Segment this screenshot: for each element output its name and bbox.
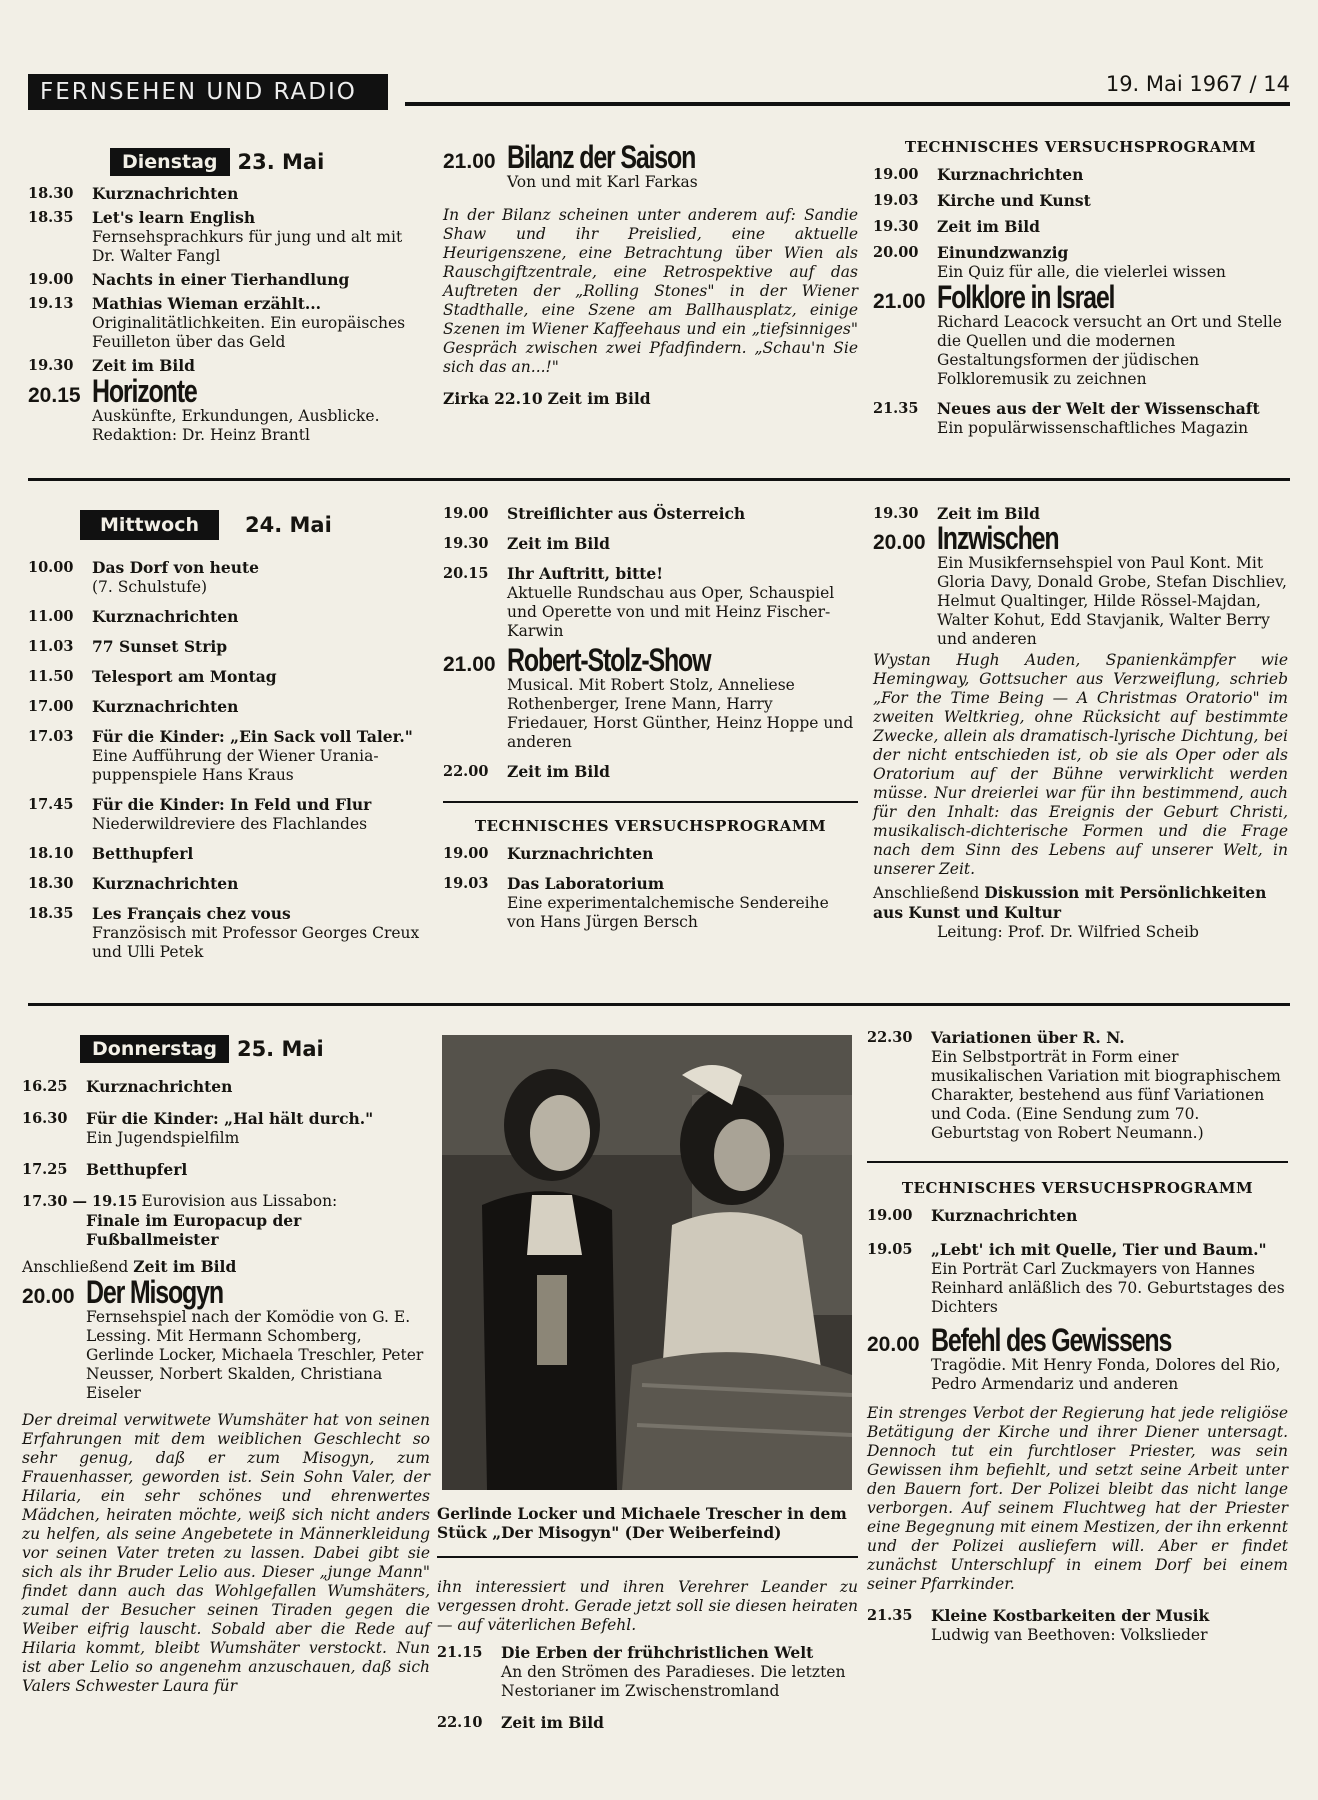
tuesday-heading [28, 148, 430, 176]
entry-body [937, 165, 1288, 185]
entry-time: 19.03 [443, 875, 489, 892]
entry-body [92, 607, 430, 627]
highlight-description: Auskünfte, Erkundungen, Ausblicke. Redaktion: Dr. Heinz Brantl [92, 407, 380, 444]
entry-time: 18.30 [28, 875, 74, 892]
entry-body [92, 844, 430, 864]
entry-body [86, 1109, 430, 1148]
program-entry [22, 1160, 430, 1180]
highlight-time: 21.00 [443, 653, 496, 676]
closing-title: Diskussion mit Persönlichkeiten aus Kunst und Kultur [873, 883, 1267, 922]
entry-time: 16.30 [22, 1110, 68, 1127]
entry-description: Eurovision aus Lissabon: [141, 1192, 338, 1210]
highlight-time: 21.00 [443, 150, 496, 173]
program-entry [28, 270, 430, 290]
highlight-time: 20.15 [28, 384, 81, 407]
highlight-description: Ein Musikfernsehspiel von Paul Kont. Mit Gloria Davy, Donald Grobe, Stefan Dischliev, Helmut Qualtinger, Hilde Rössel-Majdan, Walter Kohut, Edd Stavjanik, Walter Berry und anderen [937, 554, 1287, 648]
tech-program-list [443, 844, 858, 932]
day-date: 25. Mai [236, 1036, 324, 1061]
entry-title: Variationen über R. N. [931, 1028, 1125, 1047]
entry-description: Ein Jugendspielfilm [86, 1129, 240, 1147]
wednesday-right-column [873, 504, 1288, 942]
entry-body [507, 504, 858, 524]
photo-misogyn [442, 1035, 852, 1490]
entry-body [507, 534, 858, 554]
closing-title: Zeit im Bild [547, 389, 651, 408]
entry-title: Nachts in einer Tierhandlung [92, 270, 350, 289]
entry-title: Zeit im Bild [937, 504, 1041, 523]
entry-description: Niederwildreviere des Flachlandes [92, 815, 368, 833]
entry-title: Streiflichter aus Österreich [507, 504, 746, 523]
entry-title: Einundzwanzig [937, 243, 1069, 262]
tech-program-list [873, 165, 1288, 282]
program-article: In der Bilanz scheinen unter anderem auf: Sandie Shaw und ihr Preislied, eine aktuelle Heurigenszene, eine Betrachtung über Wien als Rauschgiftzentrale, eine Retrospektive auf das Auftreten der „Rolling Stones" in der Wiener Stadthalle, eine Szene am Ballhausplatz, einige Szenen im Wiener Kaffeehaus und ein „tiefsinniges" Gespräch zwischen zwei Pfadfindern. „Schau'n Sie sich das an...!" [443, 206, 858, 376]
program-entry [28, 208, 430, 266]
entry-body [937, 243, 1288, 282]
highlight-program [443, 642, 858, 678]
program-entry [873, 399, 1288, 438]
entry-time: 18.35 [28, 905, 74, 922]
highlight-time: 21.00 [873, 290, 926, 313]
closing-prefix: Anschließend [873, 884, 980, 902]
program-entry [443, 874, 858, 932]
section-divider [867, 1161, 1288, 1163]
program-entry [28, 607, 430, 627]
entry-time: 18.10 [28, 845, 74, 862]
tuesday-program-list [28, 184, 430, 376]
entry-body [86, 1160, 430, 1180]
closing-entry [873, 883, 1288, 942]
highlight-time: 20.00 [867, 1333, 920, 1356]
entry-title: Kurznachrichten [931, 1206, 1078, 1225]
closing-entry [22, 1257, 430, 1277]
entry-title: Für die Kinder: In Feld und Flur [92, 795, 372, 814]
program-entry [28, 558, 430, 597]
highlight-title: Befehl des Gewissens [931, 1322, 1172, 1358]
entry-title: Kleine Kostbarkeiten der Musik [931, 1606, 1210, 1625]
program-entry [28, 904, 430, 962]
entry-body [92, 184, 430, 204]
entry-body [501, 1643, 858, 1701]
program-entry [437, 1643, 858, 1701]
entry-description: Eine Aufführung der Wiener Urania-puppenspiele Hans Kraus [92, 747, 379, 784]
thursday-heading [22, 1035, 430, 1063]
entry-title: Die Erben der frühchristlichen Welt [501, 1643, 814, 1662]
entry-time: 20.15 [443, 565, 489, 582]
entry-time: 19.03 [873, 192, 919, 209]
entry-body [92, 904, 430, 962]
highlight-program [873, 520, 1288, 556]
entry-body [931, 1206, 1288, 1226]
program-entry [873, 165, 1288, 185]
entry-title: Kurznachrichten [92, 874, 239, 893]
program-entry [28, 874, 430, 894]
entry-time: 21.15 [437, 1644, 483, 1661]
program-entry [873, 243, 1288, 282]
program-entry [867, 1606, 1288, 1645]
entry-description: Fernsehsprachkurs für jung und alt mit Dr. Walter Fangl [92, 228, 403, 265]
entry-title: Kurznachrichten [86, 1077, 233, 1096]
entry-description: Ein populärwissenschaftliches Magazin [937, 419, 1249, 437]
program-entry [22, 1192, 430, 1211]
entry-title: Für die Kinder: „Ein Sack voll Taler." [92, 727, 413, 746]
day-divider [28, 1003, 1290, 1006]
program-entry [28, 697, 430, 717]
program-subtitle: Von und mit Karl Farkas [507, 173, 698, 191]
highlight-program [443, 139, 858, 175]
program-entry [28, 356, 430, 376]
highlight-title: Folklore in Israel [937, 279, 1115, 315]
entry-title: Les Français chez vous [92, 904, 291, 923]
entry-body [92, 558, 430, 597]
wednesday-middle-column [443, 504, 858, 942]
entry-time: 22.10 [437, 1714, 483, 1731]
tuesday-left-column [28, 148, 430, 445]
entry-title: Betthupferl [86, 1160, 188, 1179]
highlight-description: Musical. Mit Robert Stolz, Anneliese Rothenberger, Irene Mann, Harry Friedauer, Horst Günther, Heinz Hoppe und anderen [507, 676, 854, 751]
highlight-description: Fernsehspiel nach der Komödie von G. E. Lessing. Mit Hermann Schomberg, Gerlinde Locker, Michaela Treschler, Peter Neusser, Norbert Skalden, Christiana Eiseler [86, 1308, 424, 1402]
entry-body [937, 217, 1288, 237]
program-entry [867, 1206, 1288, 1226]
tech-program-list [867, 1206, 1288, 1317]
program-article: Wystan Hugh Auden, Spanienkämpfer wie Hemingway, Gottsucher aus Verzweiflung, schrieb „For the Time Being — A Christmas Oratorio" im zweiten Weltkrieg, ohne Rücksicht auf bestimmte Zwecke, allein als dramatisch-lyrische Dichtung, bei der nicht entschieden ist, ob sie als Oper oder als Oratorium auf der Bühne verwirklicht werden müsse. Nur dreierlei war für ihn bestimmend, auch für den Inhalt: das Ereignis der Geburt Christi, musikalisch-dichterische Formen und die Frage nach dem Sinn des Lebens auf unserer Welt, in unserer Zeit. [873, 651, 1288, 878]
entry-time: 20.00 [873, 244, 919, 261]
entry-time: 17.03 [28, 728, 74, 745]
tuesday-middle-column [443, 139, 858, 409]
tech-program-header: TECHNISCHES VERSUCHSPROGRAMM [904, 138, 1257, 156]
program-entry [28, 727, 430, 785]
program-entry [28, 844, 430, 864]
program-article: ihn interessiert und ihren Verehrer Leander zu vergessen droht. Gerade jetzt soll sie diesen heiraten — auf väterlichen Befehl. [437, 1578, 858, 1634]
entry-body [92, 637, 430, 657]
entry-title: Zeit im Bild [501, 1713, 605, 1732]
entry-title: Zeit im Bild [507, 762, 611, 781]
entry-description: (7. Schulstufe) [92, 578, 208, 596]
program-entry [873, 191, 1288, 211]
entry-body [92, 697, 430, 717]
day-badge: Donnerstag [80, 1035, 229, 1063]
header-rule [405, 102, 1290, 106]
tech-program-header: TECHNISCHES VERSUCHSPROGRAMM [474, 817, 827, 835]
entry-body [92, 208, 430, 266]
highlight-title: Inzwischen [937, 520, 1059, 556]
entry-body [141, 1192, 430, 1211]
thursday-left-column [22, 1035, 430, 1696]
entry-body [507, 874, 858, 932]
entry-time: 19.30 [873, 505, 919, 522]
entry-time: 17.25 [22, 1161, 68, 1178]
entry-title: Das Laboratorium [507, 874, 665, 893]
entry-time: 19.30 [873, 218, 919, 235]
closing-time: 22.10 [494, 389, 543, 408]
day-divider [28, 478, 1290, 481]
photo-caption: Gerlinde Locker und Michaele Trescher in dem Stück „Der Misogyn" (Der Weiberfeind) [437, 1504, 847, 1542]
program-entry [28, 637, 430, 657]
highlight-title: Horizonte [92, 373, 197, 409]
entry-description: An den Strömen des Paradieses. Die letzten Nestorianer im Zwischenstromland [501, 1663, 846, 1700]
program-entry [873, 217, 1288, 237]
closing-entry [443, 389, 858, 409]
tuesday-right-column [873, 138, 1288, 444]
entry-title: Telesport am Montag [92, 667, 277, 686]
closing-description: Leitung: Prof. Dr. Wilfried Scheib [937, 923, 1199, 941]
entry-body [931, 1240, 1288, 1317]
program-entry [22, 1109, 430, 1148]
highlight-program [867, 1322, 1288, 1358]
thursday-middle-column [437, 1035, 858, 1745]
entry-time: 22.30 [867, 1029, 913, 1046]
program-entry [443, 564, 858, 641]
entry-time: 16.25 [22, 1078, 68, 1095]
entry-title: Finale im Europacup der Fußballmeister [86, 1211, 302, 1249]
wednesday-program-list [28, 558, 430, 962]
entry-title: Kurznachrichten [92, 697, 239, 716]
entry-time: 19.30 [443, 535, 489, 552]
entry-time: 18.30 [28, 185, 74, 202]
entry-body [92, 294, 430, 352]
highlight-title: Der Misogyn [86, 1274, 223, 1310]
wednesday-left-column [28, 510, 430, 972]
entry-time: 19.13 [28, 295, 74, 312]
entry-description: Ludwig van Beethoven: Volkslieder [931, 1626, 1208, 1644]
entry-body [931, 1606, 1288, 1645]
highlight-time: 20.00 [22, 1285, 75, 1308]
entry-title: Betthupferl [92, 844, 194, 863]
program-entry [437, 1713, 858, 1733]
entry-body [92, 795, 430, 834]
highlight-program [873, 279, 1288, 315]
entry-title: Kurznachrichten [507, 844, 654, 863]
entry-time: 22.00 [443, 763, 489, 780]
entry-body [931, 1028, 1288, 1143]
program-entry [867, 1240, 1288, 1317]
highlight-time: 20.00 [873, 531, 926, 554]
entry-title: Ihr Auftritt, bitte! [507, 564, 664, 583]
program-entry [873, 504, 1288, 523]
program-entry [28, 294, 430, 352]
entry-description: Originalitätlichkeiten. Ein europäisches Feuilleton über das Geld [92, 314, 406, 351]
wednesday-heading [28, 510, 430, 540]
program-article: Ein strenges Verbot der Regierung hat jede religiöse Betätigung der Kirche und ihrer Diener untersagt. Dennoch tut ein furchtloser Priester, was sein Gewissen ihm befiehlt, und setzt seine Arbeit unter den Bauern fort. Der Polizei bleibt das nicht lange verborgen. Auf seinem Fluchtweg hat der Priester eine Begegnung mit einem Mestizen, der ihn erkennt und der Polizei ausliefern will. Aber er findet zunächst Unterschlupf in einem Dorf bei einem seiner Pfarrkinder. [867, 1404, 1288, 1593]
entry-body [507, 564, 858, 641]
entry-title: Let's learn English [92, 208, 256, 227]
program-entry [28, 184, 430, 204]
entry-body [937, 191, 1288, 211]
entry-description: Ein Porträt Carl Zuckmayers von Hannes Reinhard anläßlich des 70. Geburtstages des Dichters [931, 1260, 1285, 1316]
entry-time: 19.00 [867, 1207, 913, 1224]
entry-time: 17.00 [28, 698, 74, 715]
day-date: 24. Mai [244, 512, 332, 537]
entry-title: Mathias Wieman erzählt... [92, 294, 322, 313]
closing-prefix: Anschließend [22, 1258, 129, 1276]
program-entry [443, 762, 858, 781]
entry-time: 17.45 [28, 796, 74, 813]
entry-title: Das Dorf von heute [92, 558, 260, 577]
entry-body [92, 270, 430, 290]
thursday-program-list [437, 1643, 858, 1733]
program-entry [28, 667, 430, 687]
entry-time: 19.30 [28, 357, 74, 374]
entry-time: 19.00 [443, 505, 489, 522]
section-divider [443, 801, 858, 803]
highlight-title: Robert-Stolz-Show [507, 642, 711, 678]
program-entry [443, 534, 858, 554]
entry-title: Kurznachrichten [937, 165, 1084, 184]
highlight-description: Tragödie. Mit Henry Fonda, Dolores del Rio, Pedro Armendariz und anderen [931, 1356, 1281, 1393]
thursday-right-column [867, 1028, 1288, 1651]
entry-title: 77 Sunset Strip [92, 637, 228, 656]
program-entry [443, 844, 858, 864]
entry-title: Kurznachrichten [92, 184, 239, 203]
entry-time: 21.35 [867, 1607, 913, 1624]
entry-description: Aktuelle Rundschau aus Oper, Schauspiel und Operette von und mit Heinz Fischer-Karwin [507, 584, 835, 640]
entry-title: Kurznachrichten [92, 607, 239, 626]
entry-time: 11.50 [28, 668, 74, 685]
entry-body [501, 1713, 858, 1733]
wednesday-program-list [443, 504, 858, 641]
entry-body [507, 844, 858, 864]
entry-title: Zeit im Bild [937, 217, 1041, 236]
entry-body [92, 667, 430, 687]
program-article: Der dreimal verwitwete Wumshäter hat von seinen Erfahrungen mit dem weiblichen Geschlecht so sehr genug, daß er zum Misogyn, zum Frauenhasser, geworden ist. Sein Sohn Valer, der Hilaria, ein sehr schönes und ehrenwertes Mädchen, heiraten möchte, weiß sich nicht anders zu helfen, als seine Angebetete in Männerkleidung vor seinen Vater treten zu lassen. Dabei gibt sie sich als ihr Bruder Lelio aus. Dieser „junge Mann" findet dann auch das Wohlgefallen Wumshäters, zumal der Besucher seinen Tiraden gegen die Weiber eifrig lauscht. Sobald aber die Rede auf Hilaria kommt, bleibt Wumshäter verstockt. Nun ist aber Lelio so angenehm anzuschauen, daß sich Valers Schwester Laura für [22, 1411, 430, 1695]
entry-body [937, 399, 1288, 438]
entry-title: Zeit im Bild [507, 534, 611, 553]
entry-description: Ein Selbstporträt in Form einer musikalischen Variation mit biographischem Charakter, bestehend aus fünf Variationen und Coda. (Eine Sendung zum 70. Geburtstag von Robert Neumann.) [931, 1048, 1281, 1142]
entry-title: Zeit im Bild [92, 356, 196, 375]
highlight-description: Richard Leacock versucht an Ort und Stelle die Quellen und die modernen Gestaltungsformen der jüdischen Folkloremusik zu zeichnen [937, 313, 1282, 388]
highlight-title: Bilanz der Saison [507, 139, 696, 175]
entry-time: 19.00 [443, 845, 489, 862]
entry-time: 21.35 [873, 400, 919, 417]
entry-time: 10.00 [28, 559, 74, 576]
program-entry [867, 1028, 1288, 1143]
entry-body [86, 1077, 430, 1097]
entry-time: 18.35 [28, 209, 74, 226]
entry-title: Kirche und Kunst [937, 191, 1091, 210]
entry-body [92, 727, 430, 785]
entry-title: Für die Kinder: „Hal hält durch." [86, 1109, 374, 1128]
entry-body [92, 874, 430, 894]
entry-description: Französisch mit Professor Georges Creux und Ulli Petek [92, 924, 420, 961]
section-label: FERNSEHEN UND RADIO [28, 74, 388, 110]
entry-description: Ein Quiz für alle, die vielerlei wissen [937, 263, 1226, 281]
closing-prefix: Zirka [443, 389, 490, 408]
entry-description: Eine experimentalchemische Sendereihe von Hans Jürgen Bersch [507, 894, 829, 931]
entry-title: „Lebt' ich mit Quelle, Tier und Baum." [931, 1240, 1267, 1259]
entry-time: 19.00 [28, 271, 74, 288]
entry-time: 11.00 [28, 608, 74, 625]
thursday-program-list [22, 1077, 430, 1180]
program-entry [22, 1077, 430, 1097]
photo-illustration [442, 1035, 852, 1490]
highlight-program [22, 1274, 430, 1310]
highlight-program [28, 373, 430, 409]
day-date: 23. Mai [237, 149, 325, 174]
entry-time: 17.30 — 19.15 [22, 1193, 138, 1210]
day-badge: Mittwoch [80, 510, 219, 540]
entry-title: Neues aus der Welt der Wissenschaft [937, 399, 1260, 418]
program-entry [443, 504, 858, 524]
closing-title: Zeit im Bild [133, 1257, 237, 1276]
section-divider [437, 1556, 858, 1558]
entry-time: 19.00 [873, 166, 919, 183]
date-page: 19. Mai 1967 / 14 [1105, 72, 1290, 96]
tech-program-header: TECHNISCHES VERSUCHSPROGRAMM [901, 1179, 1254, 1197]
day-badge: Dienstag [110, 148, 230, 176]
entry-time: 11.03 [28, 638, 74, 655]
program-entry [28, 795, 430, 834]
entry-time: 19.05 [867, 1241, 913, 1258]
